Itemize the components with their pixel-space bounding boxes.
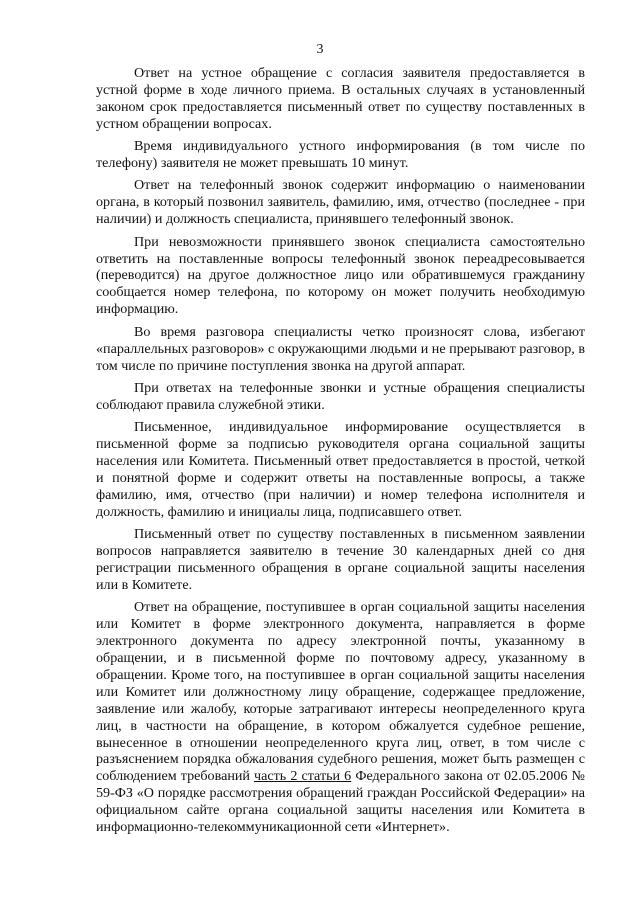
electronic-response-text-end: Федерального закона от 02.05.2006 № 59-ФЗ «О порядке рассмотрения обращений граждан Российской Федерации» на официальном сайте органа социальной защиты населения или Комитета в информационно-телекоммуникационной сети «Интернет».	[96, 768, 585, 836]
paragraph-ethics: При ответах на телефонные звонки и устные обращения специалисты соблюдают правила служебной этики.	[96, 379, 585, 413]
paragraph-oral-response: Ответ на устное обращение с согласия заявителя предоставляется в устной форме в ходе личного приема. В остальных случаях в установленный законом срок предоставляется письменный ответ по существу поставленных в устном обращении вопросах.	[96, 65, 585, 132]
electronic-response-text-start: Ответ на обращение, поступившее в орган социальной защиты населения или Комитет в форме электронного документа, направляется в форме электронного документа по адресу электронной почты, указанному в обращении, и в письменной форме по почтовому адресу, указанному в обращении. Кроме того, на поступившее в орган социальной защиты населения или Комитет или должностному лицу обращение, содержащее предложение, заявление или жалобу, которые затрагивают интересы неопределенного круга лиц, в частности на обращение, в котором обжалуется судебное решение, вынесенное в отношении неопределенного круга лиц, ответ, в том числе с разъяснением порядка обжалования судебного решения, может быть размещен с соблюдением требований	[96, 599, 585, 785]
paragraph-written-info: Письменное, индивидуальное информирование осуществляется в письменной форме за подписью руководителя органа социальной защиты населения или Комитета. Письменный ответ предоставляется в простой, четкой и понятной форме и содержит ответы на поставленные вопросы, а также фамилию, имя, отчество (при наличии) и номер телефона исполнителя и должность, фамилию и инициалы лица, подписавшего ответ.	[96, 419, 585, 520]
paragraph-conversation-rules: Во время разговора специалисты четко произносят слова, избегают «параллельных разговоров» с окружающими людьми и не прерывают разговор, в том числе по причине поступления звонка на другой аппарат.	[96, 323, 585, 374]
paragraph-info-duration: Время индивидуального устного информирования (в том числе по телефону) заявителя не может превышать 10 минут.	[96, 138, 585, 172]
paragraph-electronic-response	[96, 599, 585, 836]
page-number: 3	[316, 42, 324, 57]
document-body	[96, 65, 585, 836]
paragraph-written-deadline: Письменный ответ по существу поставленных в письменном заявлении вопросов направляется заявителю в течение 30 календарных дней со дня регистрации письменного обращения в органе социальной защиты населения или в Комитете.	[96, 526, 585, 593]
law-article-link[interactable]: часть 2 статьи 6	[254, 768, 352, 785]
paragraph-call-redirect: При невозможности принявшего звонок специалиста самостоятельно ответить на поставленные вопросы телефонный звонок переадресовывается (переводится) на другое должностное лицо или обратившемуся гражданину сообщается номер телефона, по которому он может получить необходимую информацию.	[96, 233, 585, 318]
paragraph-phone-answer: Ответ на телефонный звонок содержит информацию о наименовании органа, в который позвонил заявитель, фамилию, имя, отчество (последнее - при наличии) и должность специалиста, принявшего телефонный звонок.	[96, 177, 585, 228]
